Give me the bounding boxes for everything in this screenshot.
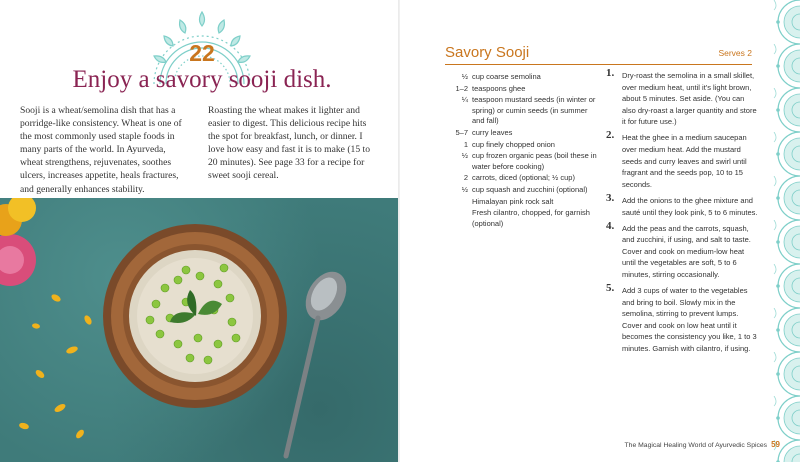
ingredient-item bbox=[448, 84, 598, 95]
ingredient-item bbox=[448, 95, 598, 127]
step-number: 5. bbox=[606, 282, 615, 295]
ingredient-text: cup squash and zucchini (optional) bbox=[472, 184, 588, 194]
step-text: Add the onions to the ghee mixture and sauté until they look pink, 5 to 6 minutes. bbox=[622, 195, 758, 217]
step-number: 2. bbox=[606, 129, 615, 142]
step-number: 1. bbox=[606, 67, 615, 79]
page-number: 59 bbox=[771, 440, 780, 449]
ingredient-text: Himalayan pink rock salt bbox=[472, 196, 554, 206]
ingredient-text: Fresh cilantro, chopped, for garnish (optional) bbox=[472, 208, 590, 228]
ingredient-qty: ¼ bbox=[461, 95, 468, 105]
flowers-icon bbox=[0, 198, 36, 286]
ingredient-text: cup coarse semolina bbox=[472, 72, 541, 81]
ingredient-text: teaspoons ghee bbox=[472, 83, 526, 93]
intro-paragraph-2: Roasting the wheat makes it lighter and easier to digest. This delicious recipe hits the spot for breakfast, lunch, or dinner. I love how easy and fast it is to make (15 to 20 minutes). See page 33 for a recipe for sweet sooji cereal. bbox=[208, 105, 370, 182]
ingredient-item bbox=[448, 151, 598, 172]
food-photo bbox=[0, 198, 400, 462]
ingredient-text: cup finely chopped onion bbox=[472, 139, 555, 149]
footer-book-title: The Magical Healing World of Ayurvedic Spices bbox=[624, 442, 768, 449]
step-text: Heat the ghee in a medium saucepan over medium heat. Add the mustard seeds and curry leaves and swirl until fragrant and the seeds pop, 10 to 15 seconds. bbox=[622, 133, 747, 189]
step-item bbox=[606, 129, 758, 190]
ingredient-item bbox=[448, 72, 598, 83]
ingredient-item bbox=[448, 173, 598, 184]
page-title: Enjoy a savory sooji dish. bbox=[72, 66, 332, 93]
ingredient-qty: ½ bbox=[461, 184, 468, 194]
ingredient-item bbox=[448, 197, 598, 208]
ingredient-qty: 1–2 bbox=[455, 83, 468, 93]
step-item bbox=[606, 191, 758, 218]
ingredient-item bbox=[448, 208, 598, 229]
ingredient-item bbox=[448, 140, 598, 151]
step-text: Add 3 cups of water to the vegetables and bring to boil. Slowly mix in the semolina, stirring to prevent lumps. Cover and cook on low heat until it becomes the consistency you like, 1 to 3 minutes. Garnish with cilantro, if using. bbox=[622, 286, 757, 354]
page-footer bbox=[560, 440, 780, 449]
ingredient-item bbox=[448, 185, 598, 196]
step-item bbox=[606, 282, 758, 355]
recipe-title: Savory Sooji bbox=[445, 44, 530, 61]
step-text: Dry-roast the semolina in a small skillet, over medium heat, until it's light brown, about 5 minutes. Set aside. (You can also dry-roast a larger quantity and store it for future use.) bbox=[622, 71, 757, 127]
ingredient-qty: 5–7 bbox=[455, 127, 468, 137]
ingredient-qty: 2 bbox=[463, 173, 468, 183]
title-rule bbox=[445, 64, 752, 65]
ingredient-list bbox=[448, 72, 598, 230]
step-list bbox=[606, 67, 758, 359]
step-item bbox=[606, 219, 758, 281]
ingredient-text: carrots, diced (optional; ½ cup) bbox=[472, 173, 575, 183]
ingredient-text: cup frozen organic peas (boil these in water before cooking) bbox=[472, 151, 597, 171]
ingredient-text: teaspoon mustard seeds (in winter or spring) or cumin seeds (in summer and fall) bbox=[472, 95, 596, 126]
step-number: 4. bbox=[606, 219, 615, 232]
step-number: 3. bbox=[606, 191, 615, 204]
ingredient-text: curry leaves bbox=[472, 127, 513, 137]
mandala-border-icon bbox=[770, 0, 800, 462]
step-text: Add the peas and the carrots, squash, and zucchini, if using, and salt to taste. Cover and cook on medium-low heat until the vegetables are soft, 5 to 6 minutes, stirring occasionally. bbox=[622, 223, 751, 279]
step-item bbox=[606, 67, 758, 128]
ingredient-item bbox=[448, 128, 598, 139]
intro-paragraph-1: Sooji is a wheat/semolina dish that has a porridge-like consistency. Wheat is one of the most commonly used staple foods in many parts of the world. In Ayurveda, wheat strengthens, rejuvenates, soothes ulcers, increases appetite, heals fractures, and generally enhances stability. bbox=[20, 105, 182, 195]
ingredient-qty: ½ bbox=[461, 72, 468, 81]
ingredient-qty: 1 bbox=[463, 139, 468, 149]
tip-number: 22 bbox=[189, 40, 215, 66]
recipe-serves: Serves 2 bbox=[718, 48, 752, 58]
ingredient-qty: ½ bbox=[461, 151, 468, 161]
